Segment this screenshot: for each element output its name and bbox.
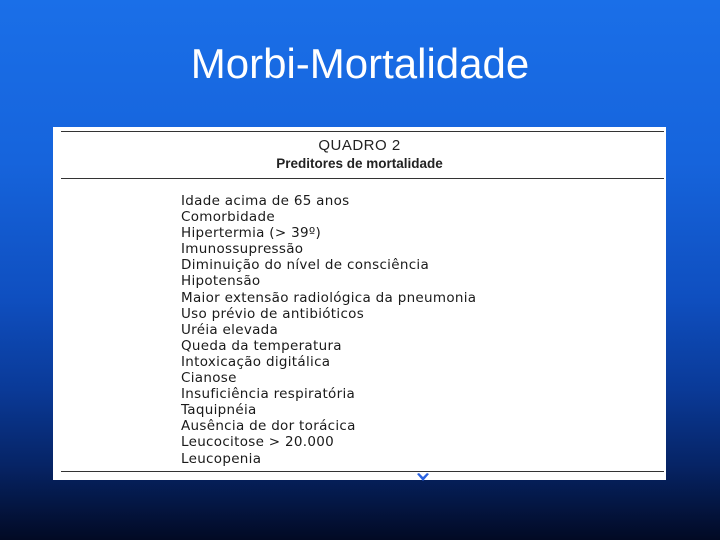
list-item: Leucocitose > 20.000 bbox=[181, 434, 335, 451]
top-rule bbox=[61, 131, 664, 132]
list-item: Insuficiência respiratória bbox=[181, 386, 356, 403]
list-item: Uréia elevada bbox=[181, 321, 279, 338]
bottom-rule bbox=[61, 471, 664, 472]
list-item: Cianose bbox=[181, 370, 237, 387]
header-rule bbox=[61, 178, 664, 179]
list-item: Maior extensão radiológica da pneumonia bbox=[181, 289, 477, 306]
list-item: Idade acima de 65 anos bbox=[181, 193, 350, 209]
list-item: Ausência de dor torácica bbox=[181, 418, 356, 435]
list-item: Leucopenia bbox=[181, 450, 262, 467]
quadro-subheading: Preditores de mortalidade bbox=[276, 156, 443, 171]
predictor-list bbox=[181, 193, 476, 467]
list-item: Taquipnéia bbox=[181, 402, 257, 419]
quadro-heading: QUADRO 2 bbox=[318, 137, 401, 154]
list-item: Hipotensão bbox=[181, 273, 261, 290]
chevron-down-icon bbox=[417, 471, 429, 483]
list-item: Imunossupressão bbox=[181, 241, 304, 258]
list-item: Comorbidade bbox=[181, 209, 275, 226]
list-item: Intoxicação digitálica bbox=[181, 353, 331, 370]
list-item: Queda da temperatura bbox=[181, 337, 342, 354]
list-item: Diminuição do nível de consciência bbox=[181, 257, 430, 274]
slide-title: Morbi-Mortalidade bbox=[190, 40, 530, 87]
quadro-image bbox=[53, 127, 666, 480]
list-item: Hipertermia (> 39º) bbox=[181, 225, 322, 242]
list-item: Uso prévio de antibióticos bbox=[181, 305, 365, 322]
